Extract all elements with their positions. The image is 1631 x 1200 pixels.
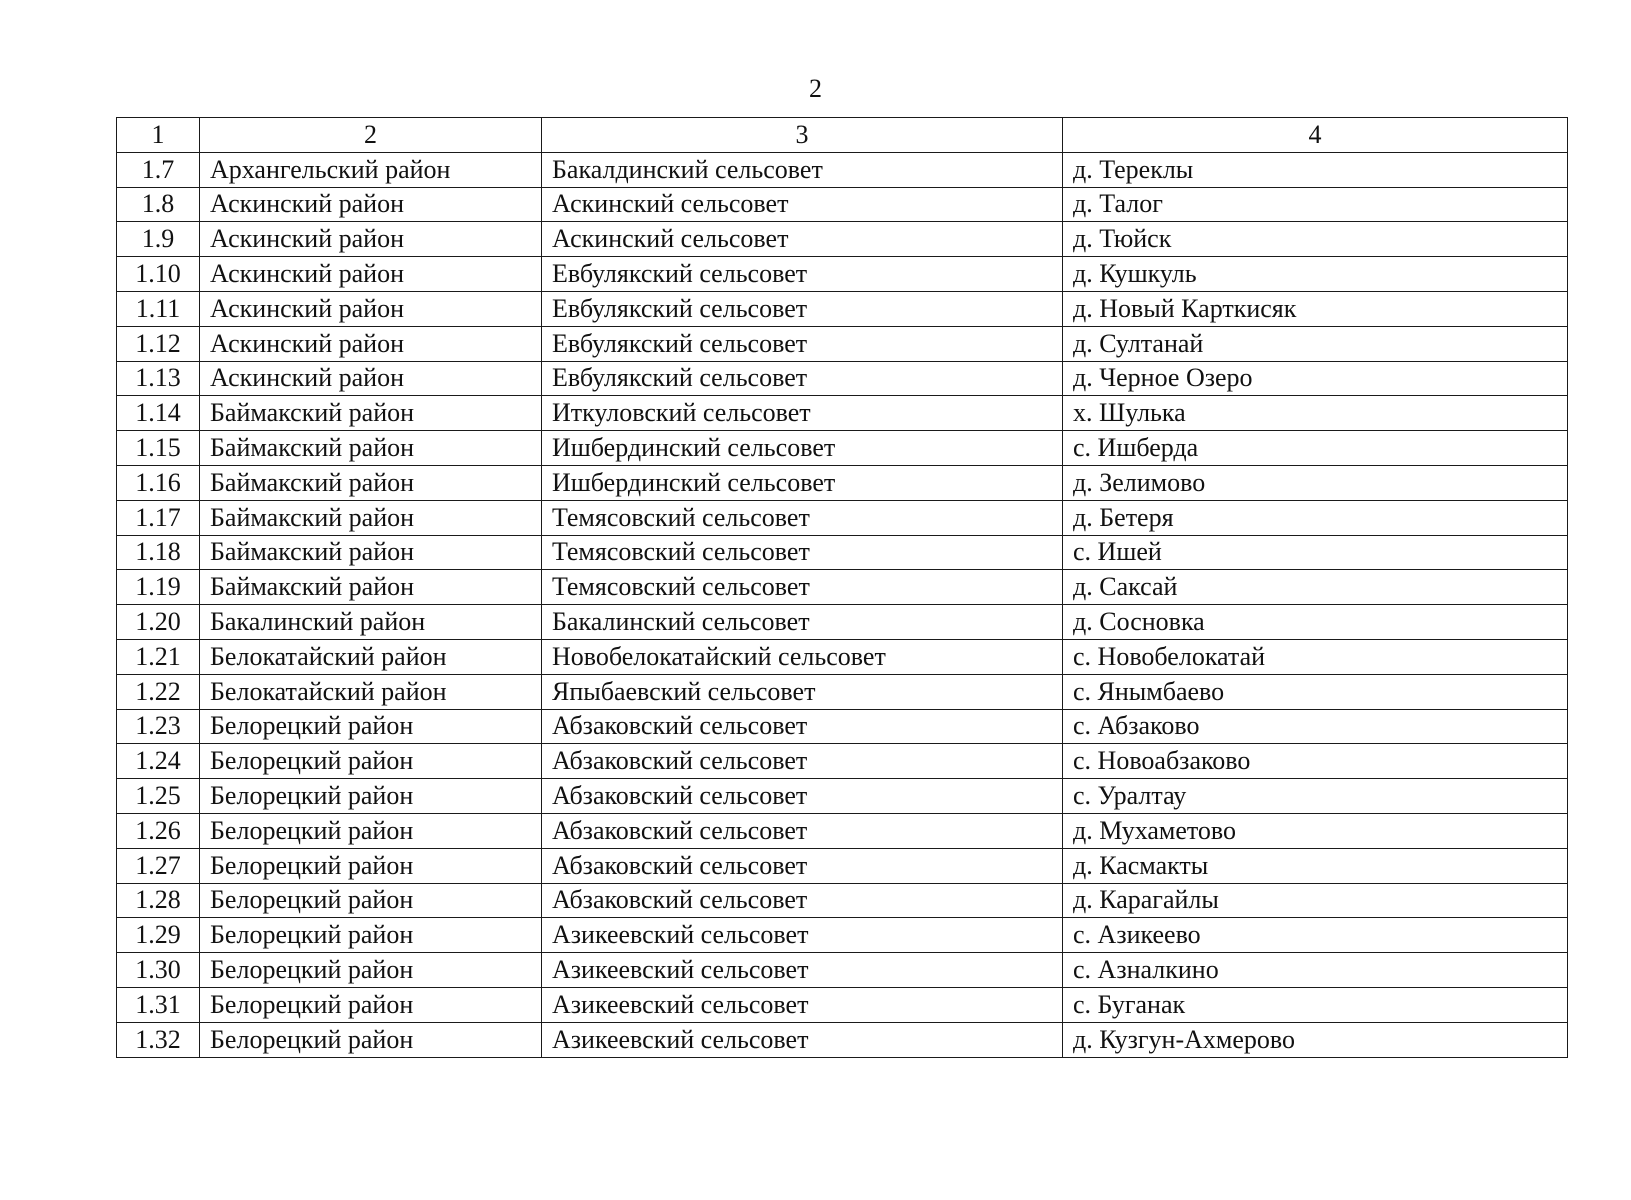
settlement-cell: д. Карагайлы xyxy=(1063,883,1568,918)
table-row xyxy=(117,361,1568,396)
district-cell: Баймакский район xyxy=(200,465,542,500)
row-number-cell: 1.13 xyxy=(117,361,200,396)
table-row xyxy=(117,779,1568,814)
row-number-cell: 1.24 xyxy=(117,744,200,779)
district-cell: Белорецкий район xyxy=(200,987,542,1022)
settlement-cell: д. Кузгун-Ахмерово xyxy=(1063,1022,1568,1057)
council-cell: Ишбердинский сельсовет xyxy=(542,431,1063,466)
district-cell: Белорецкий район xyxy=(200,813,542,848)
row-number-cell: 1.32 xyxy=(117,1022,200,1057)
settlement-cell: с. Ишей xyxy=(1063,535,1568,570)
row-number-cell: 1.16 xyxy=(117,465,200,500)
row-number-cell: 1.8 xyxy=(117,187,200,222)
table-row xyxy=(117,152,1568,187)
table-row xyxy=(117,918,1568,953)
settlement-cell: х. Шулька xyxy=(1063,396,1568,431)
settlement-cell: с. Новоабзаково xyxy=(1063,744,1568,779)
settlement-cell: д. Зелимово xyxy=(1063,465,1568,500)
district-cell: Бакалинский район xyxy=(200,605,542,640)
table-row xyxy=(117,291,1568,326)
district-cell: Аскинский район xyxy=(200,326,542,361)
council-cell: Ишбердинский сельсовет xyxy=(542,465,1063,500)
table-row xyxy=(117,848,1568,883)
council-cell: Темясовский сельсовет xyxy=(542,570,1063,605)
row-number-cell: 1.19 xyxy=(117,570,200,605)
district-cell: Белорецкий район xyxy=(200,1022,542,1057)
row-number-cell: 1.7 xyxy=(117,152,200,187)
settlement-cell: д. Мухаметово xyxy=(1063,813,1568,848)
table-row xyxy=(117,326,1568,361)
council-cell: Иткуловский сельсовет xyxy=(542,396,1063,431)
council-cell: Япыбаевский сельсовет xyxy=(542,674,1063,709)
district-cell: Аскинский район xyxy=(200,257,542,292)
council-cell: Евбулякский сельсовет xyxy=(542,361,1063,396)
district-cell: Аскинский район xyxy=(200,222,542,257)
settlement-cell: с. Азналкино xyxy=(1063,953,1568,988)
council-cell: Аскинский сельсовет xyxy=(542,187,1063,222)
council-cell: Абзаковский сельсовет xyxy=(542,709,1063,744)
district-cell: Белорецкий район xyxy=(200,953,542,988)
council-cell: Абзаковский сельсовет xyxy=(542,848,1063,883)
row-number-cell: 1.11 xyxy=(117,291,200,326)
row-number-cell: 1.23 xyxy=(117,709,200,744)
settlement-cell: д. Сосновка xyxy=(1063,605,1568,640)
row-number-cell: 1.17 xyxy=(117,500,200,535)
settlement-cell: с. Буганак xyxy=(1063,987,1568,1022)
settlement-cell: д. Касмакты xyxy=(1063,848,1568,883)
settlement-cell: д. Саксай xyxy=(1063,570,1568,605)
district-cell: Баймакский район xyxy=(200,396,542,431)
row-number-cell: 1.22 xyxy=(117,674,200,709)
council-cell: Абзаковский сельсовет xyxy=(542,883,1063,918)
settlement-cell: д. Тереклы xyxy=(1063,152,1568,187)
table-row xyxy=(117,257,1568,292)
council-cell: Азикеевский сельсовет xyxy=(542,987,1063,1022)
settlement-cell: д. Бетеря xyxy=(1063,500,1568,535)
district-cell: Баймакский район xyxy=(200,535,542,570)
district-cell: Белорецкий район xyxy=(200,883,542,918)
header-cell-col2: 2 xyxy=(200,118,542,153)
council-cell: Азикеевский сельсовет xyxy=(542,918,1063,953)
district-cell: Аскинский район xyxy=(200,291,542,326)
settlements-table xyxy=(116,117,1568,1058)
council-cell: Абзаковский сельсовет xyxy=(542,744,1063,779)
table-row xyxy=(117,500,1568,535)
row-number-cell: 1.14 xyxy=(117,396,200,431)
settlement-cell: д. Новый Карткисяк xyxy=(1063,291,1568,326)
district-cell: Белорецкий район xyxy=(200,709,542,744)
settlement-cell: д. Черное Озеро xyxy=(1063,361,1568,396)
row-number-cell: 1.12 xyxy=(117,326,200,361)
district-cell: Баймакский район xyxy=(200,431,542,466)
page-number: 2 xyxy=(809,74,822,103)
table-row xyxy=(117,396,1568,431)
council-cell: Азикеевский сельсовет xyxy=(542,953,1063,988)
district-cell: Белокатайский район xyxy=(200,674,542,709)
row-number-cell: 1.30 xyxy=(117,953,200,988)
council-cell: Евбулякский сельсовет xyxy=(542,291,1063,326)
header-cell-col1: 1 xyxy=(117,118,200,153)
district-cell: Белорецкий район xyxy=(200,848,542,883)
row-number-cell: 1.25 xyxy=(117,779,200,814)
council-cell: Евбулякский сельсовет xyxy=(542,257,1063,292)
council-cell: Новобелокатайский сельсовет xyxy=(542,639,1063,674)
settlement-cell: с. Новобелокатай xyxy=(1063,639,1568,674)
council-cell: Темясовский сельсовет xyxy=(542,535,1063,570)
table-row xyxy=(117,709,1568,744)
settlement-cell: д. Тюйск xyxy=(1063,222,1568,257)
row-number-cell: 1.15 xyxy=(117,431,200,466)
settlement-cell: с. Абзаково xyxy=(1063,709,1568,744)
district-cell: Белорецкий район xyxy=(200,744,542,779)
council-cell: Бакалдинский сельсовет xyxy=(542,152,1063,187)
row-number-cell: 1.29 xyxy=(117,918,200,953)
table-row xyxy=(117,674,1568,709)
row-number-cell: 1.28 xyxy=(117,883,200,918)
table-row xyxy=(117,883,1568,918)
table-row xyxy=(117,222,1568,257)
district-cell: Баймакский район xyxy=(200,500,542,535)
table-row xyxy=(117,953,1568,988)
council-cell: Бакалинский сельсовет xyxy=(542,605,1063,640)
row-number-cell: 1.18 xyxy=(117,535,200,570)
council-cell: Абзаковский сельсовет xyxy=(542,779,1063,814)
council-cell: Азикеевский сельсовет xyxy=(542,1022,1063,1057)
row-number-cell: 1.10 xyxy=(117,257,200,292)
district-cell: Белорецкий район xyxy=(200,918,542,953)
settlement-cell: д. Кушкуль xyxy=(1063,257,1568,292)
row-number-cell: 1.26 xyxy=(117,813,200,848)
district-cell: Аскинский район xyxy=(200,187,542,222)
table-row xyxy=(117,570,1568,605)
table-row xyxy=(117,465,1568,500)
header-cell-col3: 3 xyxy=(542,118,1063,153)
row-number-cell: 1.20 xyxy=(117,605,200,640)
council-cell: Аскинский сельсовет xyxy=(542,222,1063,257)
table-row xyxy=(117,639,1568,674)
row-number-cell: 1.31 xyxy=(117,987,200,1022)
council-cell: Абзаковский сельсовет xyxy=(542,813,1063,848)
table-row xyxy=(117,987,1568,1022)
district-cell: Аскинский район xyxy=(200,361,542,396)
table-row xyxy=(117,744,1568,779)
settlement-cell: с. Янымбаево xyxy=(1063,674,1568,709)
table-row xyxy=(117,187,1568,222)
settlement-cell: с. Ишберда xyxy=(1063,431,1568,466)
row-number-cell: 1.27 xyxy=(117,848,200,883)
settlement-cell: с. Азикеево xyxy=(1063,918,1568,953)
district-cell: Баймакский район xyxy=(200,570,542,605)
settlement-cell: с. Уралтау xyxy=(1063,779,1568,814)
district-cell: Архангельский район xyxy=(200,152,542,187)
council-cell: Темясовский сельсовет xyxy=(542,500,1063,535)
header-cell-col4: 4 xyxy=(1063,118,1568,153)
table-row xyxy=(117,605,1568,640)
table-body xyxy=(117,118,1568,1058)
settlement-cell: д. Султанай xyxy=(1063,326,1568,361)
table-row xyxy=(117,1022,1568,1057)
table-row xyxy=(117,813,1568,848)
row-number-cell: 1.21 xyxy=(117,639,200,674)
table-header-row xyxy=(117,118,1568,153)
council-cell: Евбулякский сельсовет xyxy=(542,326,1063,361)
settlement-cell: д. Талог xyxy=(1063,187,1568,222)
row-number-cell: 1.9 xyxy=(117,222,200,257)
district-cell: Белорецкий район xyxy=(200,779,542,814)
table-row xyxy=(117,431,1568,466)
table-row xyxy=(117,535,1568,570)
district-cell: Белокатайский район xyxy=(200,639,542,674)
